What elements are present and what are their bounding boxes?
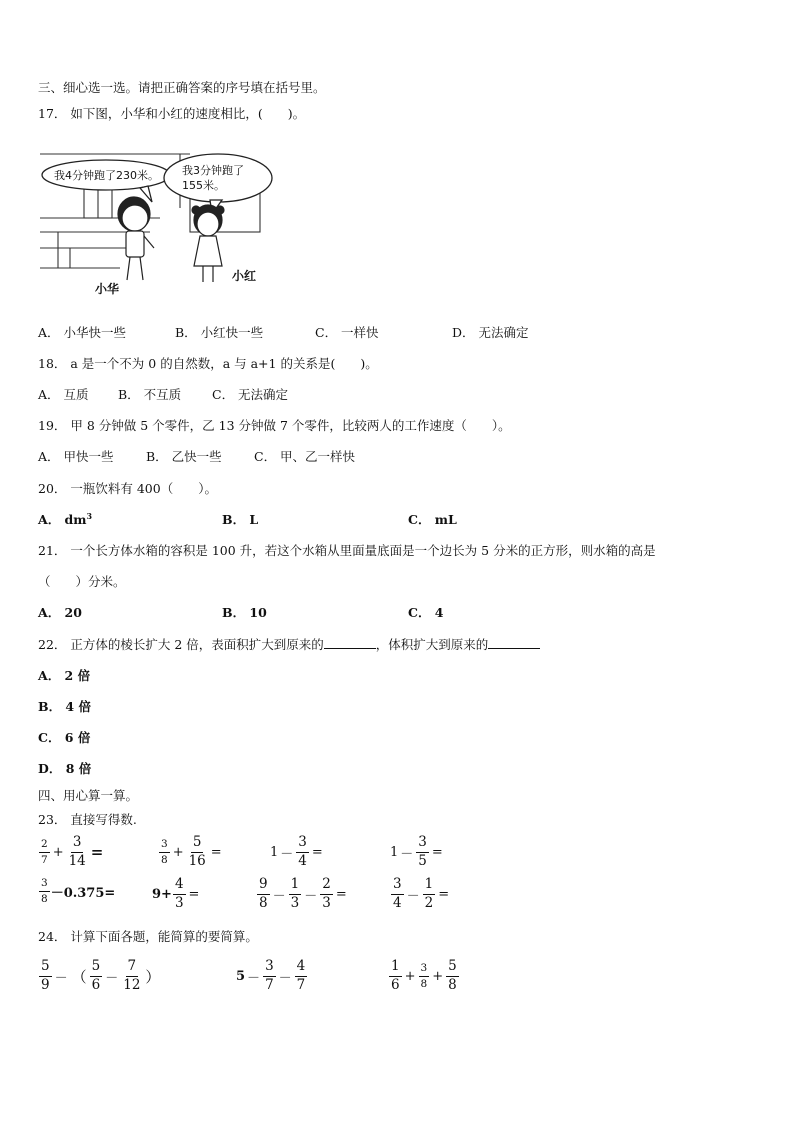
q23-expr-4: 1 － $\frac{3}{5}$ =	[390, 834, 443, 869]
question-21-stem-line-2: （ ）分米。	[38, 574, 126, 589]
section-4-title: 四、用心算一算。	[38, 788, 139, 803]
question-18-stem: 18． a 是一个不为 0 的自然数，a 与 a+1 的关系是( )。	[38, 356, 378, 371]
girl-figure	[192, 205, 224, 282]
question-23-stem: 23． 直接写得数.	[38, 812, 137, 827]
name-label-xiaohua: 小华	[95, 282, 120, 296]
running-kids-illustration	[40, 148, 280, 298]
fraction: $\frac{3}{7}$	[265, 958, 274, 993]
fraction: $\frac{1}{3}$	[290, 876, 300, 911]
q21-option-b: B． 10	[222, 605, 267, 620]
fraction: $\frac{3}{8}$	[161, 838, 168, 866]
q22-option-a: A． 2 倍	[38, 668, 91, 683]
fraction: $\frac{4}{3}$	[174, 876, 184, 911]
question-20-stem: 20． 一瓶饮料有 400（ ）。	[38, 481, 217, 496]
q19-option-c: C． 甲、乙一样快	[254, 449, 356, 464]
boy-figure	[118, 197, 154, 280]
bubble-right-text-1: 我3分钟跑了	[182, 164, 244, 177]
q22-blank-2	[488, 636, 540, 649]
fraction: $\frac{9}{8}$	[259, 876, 268, 911]
q18-option-c: C． 无法确定	[212, 387, 289, 402]
q24-expr-2: 5 － $\frac{3}{7}$ － $\frac{4}{7}$	[236, 958, 306, 993]
q22-option-c: C． 6 倍	[38, 730, 91, 745]
q17-option-a: A． 小华快一些	[38, 325, 127, 340]
question-21-stem-line-1: 21． 一个长方体水箱的容积是 100 升，若这个水箱从里面量底面是一个边长为 5 分米的正方形，则水箱的高是	[38, 543, 656, 558]
question-19-stem: 19． 甲 8 分钟做 5 个零件，乙 13 分钟做 7 个零件，比较两人的工作速度（ ）。	[38, 418, 511, 433]
q19-option-a: A． 甲快一些	[38, 449, 114, 464]
q22-option-d: D． 8 倍	[38, 761, 92, 776]
q24-expr-1: $\frac{5}{9}$ － （ $\frac{5}{6}$ － $\frac{7}{12}$ ）	[41, 958, 161, 993]
fraction: $\frac{5}{16}$	[188, 834, 206, 869]
fraction: $\frac{3}{5}$	[418, 834, 427, 869]
q17-option-c: C． 一样快	[315, 325, 379, 340]
q23-expr-3: 1 － $\frac{3}{4}$ =	[270, 834, 323, 869]
q20-option-a-sup: 3	[86, 510, 93, 521]
q20-option-b: B． L	[222, 512, 259, 527]
q17-option-d: D． 无法确定	[452, 325, 529, 340]
fraction: $\frac{4}{7}$	[296, 958, 306, 993]
section-3-title: 三、细心选一选。请把正确答案的序号填在括号里。	[38, 80, 326, 95]
fraction: $\frac{3}{4}$	[298, 834, 307, 869]
name-label-xiaohong: 小红	[232, 269, 257, 283]
fraction: $\frac{5}{9}$	[41, 958, 50, 993]
q20-option-a	[38, 510, 92, 528]
bubble-left-text: 我4分钟跑了230米。	[54, 169, 159, 182]
q21-option-a: A． 20	[38, 605, 82, 620]
q23-expr-1: $\frac{2}{7}$ + $\frac{3}{14}$ =	[41, 834, 104, 869]
q24-expr-3: $\frac{1}{6}$ + $\frac{3}{8}$ + $\frac{5}{8}$	[391, 958, 457, 993]
question-24-stem: 24． 计算下面各题，能简算的要简算。	[38, 929, 258, 944]
fraction: $\frac{5}{6}$	[91, 958, 101, 993]
q23-expr-6: 9+ $\frac{4}{3}$ =	[152, 876, 200, 911]
bubble-right-text-2: 155米。	[182, 179, 225, 192]
fraction: $\frac{1}{2}$	[424, 876, 434, 911]
fraction: $\frac{2}{7}$	[41, 838, 48, 866]
fraction: $\frac{3}{4}$	[393, 876, 402, 911]
q22-blank-1	[324, 636, 376, 649]
question-22-stem	[38, 635, 540, 653]
q18-option-b: B． 不互质	[118, 387, 182, 402]
q21-option-c: C． 4	[408, 605, 444, 620]
fraction: $\frac{2}{3}$	[322, 876, 331, 911]
q22-option-b: B． 4 倍	[38, 699, 91, 714]
fraction: $\frac{3}{14}$	[68, 834, 86, 869]
fraction: $\frac{7}{12}$	[123, 958, 141, 993]
question-17-stem: 17． 如下图，小华和小红的速度相比，( )。	[38, 106, 306, 121]
q20-option-c: C． mL	[408, 512, 457, 527]
fraction: $\frac{3}{8}$	[41, 877, 48, 905]
fraction: $\frac{1}{6}$	[391, 958, 400, 993]
question-17-illustration	[40, 148, 280, 298]
q23-expr-8: $\frac{3}{4}$ － $\frac{1}{2}$ =	[393, 876, 450, 911]
q19-option-b: B． 乙快一些	[146, 449, 222, 464]
q18-option-a: A． 互质	[38, 387, 89, 402]
fraction: $\frac{3}{8}$	[420, 962, 428, 990]
fraction: $\frac{5}{8}$	[448, 958, 457, 993]
q20-option-a-text: A． dm	[38, 512, 87, 527]
q23-expr-5: $\frac{3}{8}$ －0.375=	[41, 877, 116, 905]
q23-expr-7: $\frac{9}{8}$ － $\frac{1}{3}$ － $\frac{2}{3}$ =	[259, 876, 347, 911]
q22-stem-part-1: 22． 正方体的棱长扩大 2 倍，表面积扩大到原来的	[38, 637, 324, 652]
q23-expr-2: $\frac{3}{8}$ + $\frac{5}{16}$ =	[161, 834, 222, 869]
q17-option-b: B． 小红快一些	[175, 325, 264, 340]
q22-stem-part-2: ，体积扩大到原来的	[375, 637, 489, 652]
